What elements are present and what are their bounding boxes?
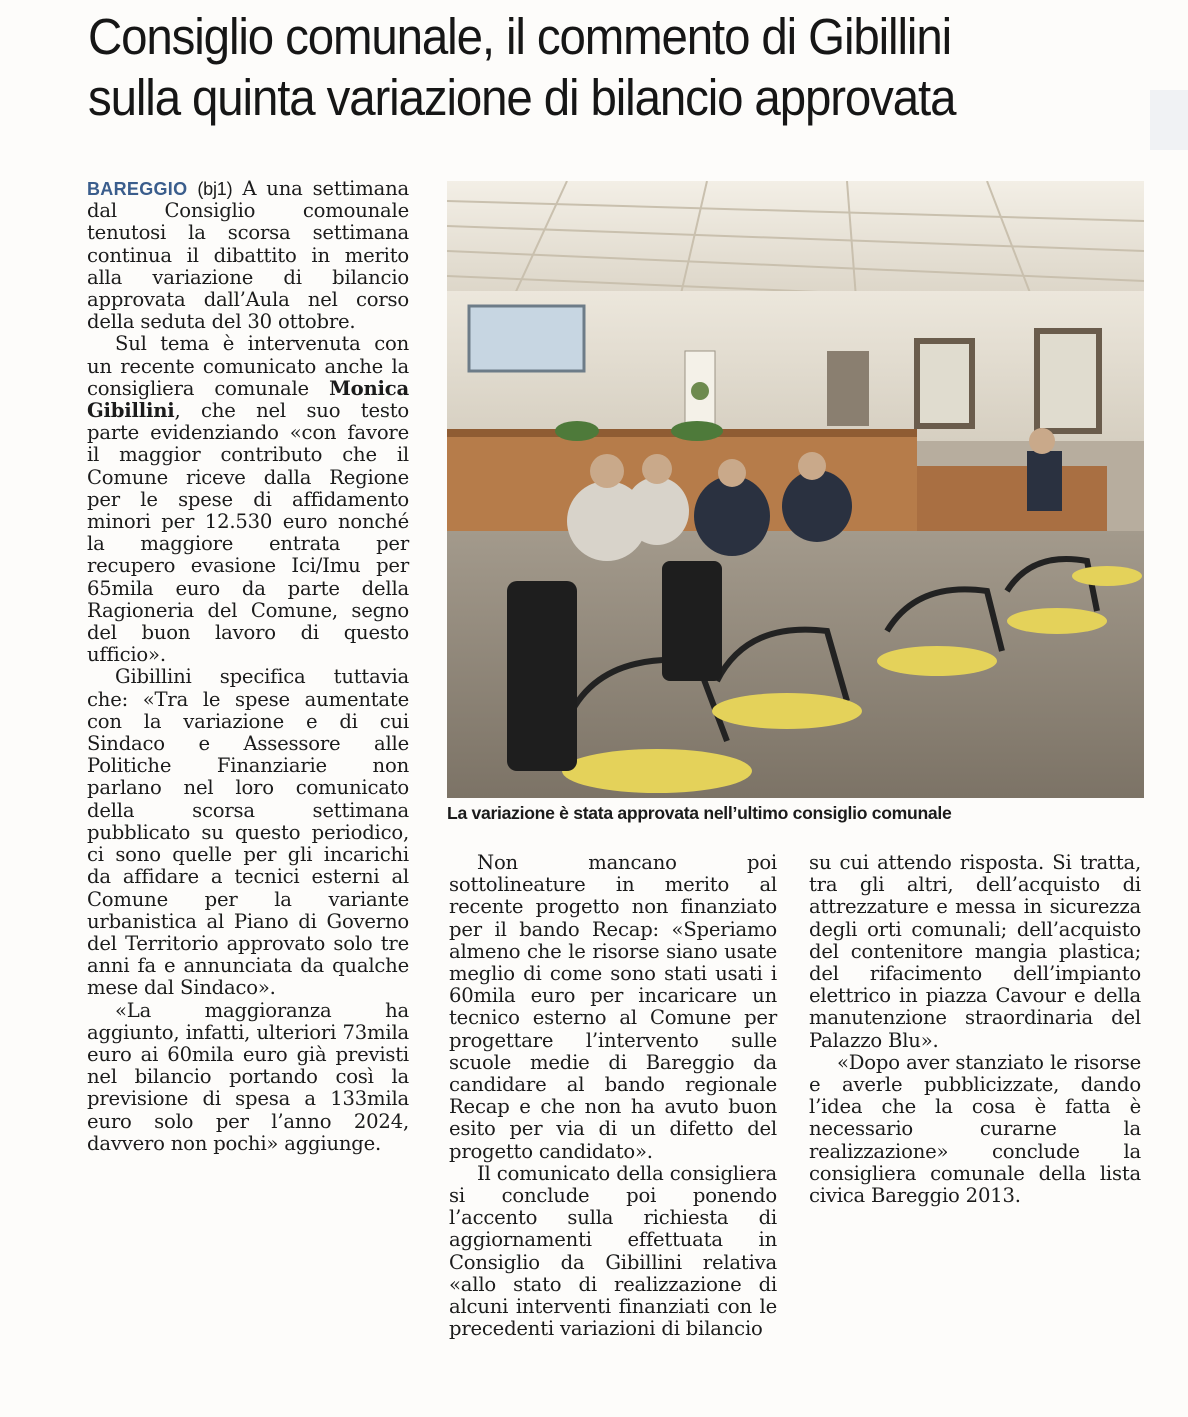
council-chamber-illustration bbox=[447, 181, 1144, 798]
headline-line-2: sulla quinta variazione di bilancio approvata bbox=[88, 69, 956, 126]
paragraph-5: Non mancano poi sottolineature in merito al recente progetto non finanziato per il bando Recap: «Speriamo almeno che le risorse siano usate meglio di come sono stati usati i 60mila euro per incaricare un tecnico esterno al Comune per progettare l’intervento sulle scuole medie di Bareggio da candidare al bando regionale Recap e che non ha avuto buon esito per via di un difetto del progetto candidato». bbox=[449, 851, 777, 1163]
council-chamber-photo bbox=[447, 181, 1144, 798]
author-tag: (bj1) bbox=[197, 179, 233, 199]
paragraph-4: «La maggioranza ha aggiunto, infatti, ulteriori 73mila euro ai 60mila euro già previsti nel bilancio portando così la previsione di spesa a 133mila euro solo per l’anno 2024, davvero non pochi» aggiunge. bbox=[87, 998, 409, 1155]
paragraph-2-text-b: , che nel suo testo parte evidenziando «con favore il maggior contributo che il Comune riceve dalla Regione per le spese di affidamento minori per 12.530 euro nonché la maggiore entrata per recupero evasione Ici/Imu per 65mila euro da parte della Ragioneria del Comune, segno del buon lavoro di questo ufficio». bbox=[87, 399, 409, 667]
article-column-1 bbox=[87, 178, 409, 1155]
article-column-3 bbox=[809, 852, 1141, 1207]
paragraph-1 bbox=[87, 178, 409, 333]
photo-caption: La variazione è stata approvata nell’ultimo consiglio comunale bbox=[447, 803, 952, 823]
paragraph-6: Il comunicato della consigliera si conclude poi ponendo l’accento sulla richiesta di aggiornamenti effettuata in Consiglio da Gibillini relativa «allo stato di realizzazione di alcuni interventi finanziati con le precedenti variazioni di bilancio bbox=[449, 1161, 777, 1341]
paragraph-2-text-a: Sul tema è intervenuta con un recente comunicato anche la consigliera comunale bbox=[87, 332, 409, 400]
paragraph-7: «Dopo aver stanziato le risorse e averle pubblicizzate, dando l’idea che la cosa è fatta è necessario curarne la realizzazione» conclude la consigliera comunale della lista civica Bareggio 2013. bbox=[809, 1050, 1141, 1208]
paragraph-3: Gibillini specifica tuttavia che: «Tra le spese aumentate con la variazione e di cui Sindaco e Assessore alle Politiche Finanziarie non parlano nel loro comunicato della scorsa settimana pubblicato su questo periodico, ci sono quelle per gli incarichi da affidare a tecnici esterni al Comune per la variante urbanistica al Piano di Governo del Territorio approvato solo tre anni fa e annunciata da qualche mese dal Sindaco». bbox=[87, 665, 409, 1000]
paragraph-2 bbox=[87, 333, 409, 666]
article-column-2 bbox=[449, 852, 777, 1340]
dateline: BAREGGIO bbox=[87, 179, 188, 199]
headline-line-1: Consiglio comunale, il commento di Gibillini bbox=[88, 8, 952, 65]
paragraph-1-text: A una settimana dal Consiglio comounale tenutosi la scorsa settimana continua il dibattito in merito alla variazione di bilancio approvata dall’Aula nel corso della seduta del 30 ottobre. bbox=[87, 177, 409, 334]
headline bbox=[88, 6, 1083, 128]
paragraph-6-continued: su cui attendo risposta. Si tratta, tra gli altri, dell’acquisto di attrezzature e messa in sicurezza degli orti comunali; dell’acquisto del contenitore mangia plastica; del rifacimento dell’impianto elettrico in piazza Cavour e della manutenzione straordinaria del Palazzo Blu». bbox=[809, 851, 1141, 1052]
bleed-through-decoration bbox=[1150, 90, 1188, 150]
person-name: Monica Gibillini bbox=[87, 376, 410, 423]
